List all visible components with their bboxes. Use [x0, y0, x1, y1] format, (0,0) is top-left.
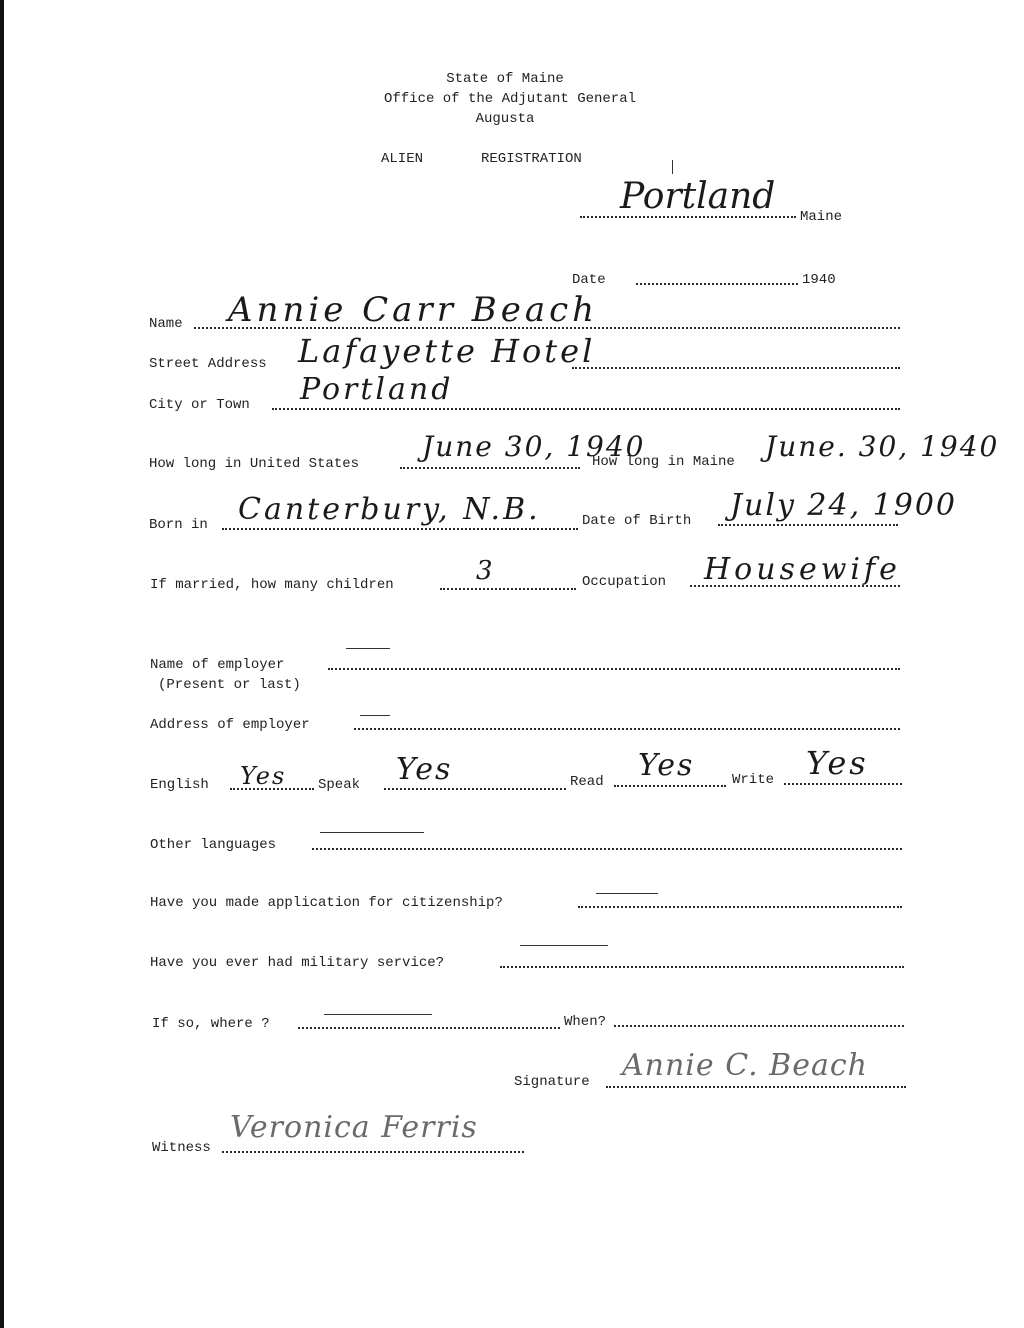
employer-address-dash — [360, 715, 390, 716]
title-alien: ALIEN — [381, 151, 424, 167]
born-dots — [222, 528, 578, 530]
header-city: Augusta — [475, 111, 535, 127]
english-value: Yes — [240, 762, 287, 790]
children-dots — [440, 588, 576, 590]
stray-mark — [672, 160, 677, 174]
speak-value: Yes — [396, 752, 453, 787]
place-suffix: Maine — [800, 209, 843, 225]
other-languages-dots — [312, 848, 902, 850]
occupation-label: Occupation — [582, 574, 667, 590]
citizenship-label: Have you made application for citizenship? — [150, 895, 503, 911]
born-label: Born in — [149, 517, 208, 533]
dob-dots — [718, 524, 898, 526]
maine-since-label: How long in Maine — [592, 454, 735, 470]
dob-label: Date of Birth — [582, 513, 692, 529]
us-since-dots — [400, 467, 580, 469]
when-label: When? — [564, 1014, 607, 1030]
employer-sublabel: (Present or last) — [158, 677, 301, 693]
header-office: Office of the Adjutant General — [383, 91, 637, 107]
dob-value: July 24, 1900 — [730, 488, 958, 523]
write-label: Write — [732, 772, 775, 788]
english-label: English — [150, 777, 209, 793]
signature-label: Signature — [514, 1074, 590, 1090]
military-dots — [500, 966, 904, 968]
city-value: Portland — [300, 372, 454, 407]
signature-value: Annie C. Beach — [622, 1048, 868, 1083]
employer-address-dots — [354, 728, 900, 730]
city-label: City or Town — [149, 397, 250, 413]
children-label: If married, how many children — [150, 577, 394, 593]
citizenship-dash — [596, 893, 658, 894]
witness-value: Veronica Ferris — [230, 1110, 478, 1145]
other-languages-label: Other languages — [150, 837, 277, 853]
employer-address-label: Address of employer — [150, 717, 310, 733]
us-since-value: June 30, 1940 — [422, 430, 646, 463]
witness-dots — [222, 1151, 524, 1153]
date-dots — [636, 283, 798, 285]
read-dots — [614, 785, 726, 787]
children-value: 3 — [476, 556, 493, 586]
maine-since-value: June. 30, 1940 — [765, 430, 1000, 463]
employer-dash — [346, 648, 390, 649]
where-dash — [324, 1014, 432, 1015]
scan-edge — [0, 0, 4, 1328]
when-dots — [614, 1025, 904, 1027]
read-value: Yes — [638, 748, 695, 783]
military-label: Have you ever had military service? — [150, 955, 445, 971]
street-value: Lafayette Hotel — [298, 332, 596, 370]
header-state: State of Maine — [446, 71, 564, 87]
where-dots — [298, 1027, 560, 1029]
occupation-value: Housewife — [704, 552, 901, 587]
us-since-label: How long in United States — [149, 456, 360, 472]
military-dash — [520, 945, 608, 946]
street-label: Street Address — [149, 356, 267, 372]
born-value: Canterbury, N.B. — [238, 492, 541, 527]
street-dots — [572, 367, 900, 369]
write-dots — [784, 783, 902, 785]
write-value: Yes — [806, 744, 869, 782]
read-label: Read — [570, 774, 604, 790]
employer-label: Name of employer — [150, 657, 285, 673]
signature-dots — [606, 1086, 906, 1088]
where-label: If so, where ? — [152, 1016, 270, 1032]
date-year: 1940 — [802, 272, 836, 288]
place-value: Portland — [620, 176, 776, 217]
date-label: Date — [572, 272, 606, 288]
name-label: Name — [149, 316, 183, 332]
city-dots — [272, 408, 900, 410]
name-value: Annie Carr Beach — [228, 290, 599, 330]
employer-dots — [328, 668, 900, 670]
speak-dots — [384, 788, 566, 790]
other-languages-dash — [320, 832, 424, 833]
citizenship-dots — [578, 906, 902, 908]
title-registration: REGISTRATION — [481, 151, 582, 167]
witness-label: Witness — [152, 1140, 211, 1156]
speak-label: Speak — [318, 777, 361, 793]
